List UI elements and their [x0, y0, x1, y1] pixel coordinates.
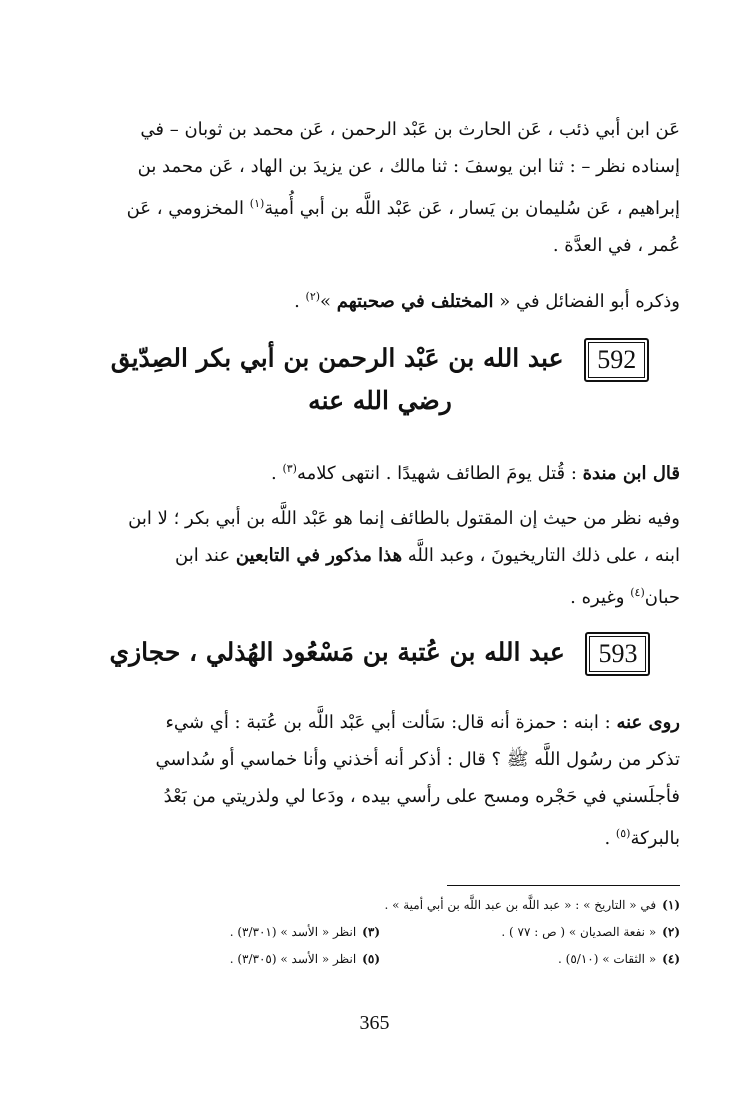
footnote-ref: (٣) — [282, 462, 297, 475]
footnote-row — [80, 946, 680, 973]
text-segment: . — [270, 463, 283, 484]
entry-subtitle: رضي الله عنه — [308, 386, 452, 415]
text-line — [80, 704, 680, 741]
text-line: تذكر من رسُول اللَّه ﷺ ؟ قال : أذكر أنه أخذني وأنا خماسي أو سُداسي — [155, 749, 680, 770]
footnote-text: « الثقات » (٥/١٠) . — [558, 952, 657, 966]
text-segment: : قُتل يومَ الطائف شهيدًا . انتهى كلامه — [296, 463, 583, 484]
page-number: 365 — [359, 1012, 390, 1034]
text-line: وفيه نظر من حيث إن المقتول بالطائف إنما هو عَبْد اللَّه بن أبي بكر ؛ لا ابن — [128, 508, 680, 529]
footnote-text: انظر « الأسد » (٣/٣٠٥) . — [229, 952, 357, 966]
text-segment: : ابنه : حمزة أنه قال: سَألت أبي عَبْد اللَّه بن عُتبة : أي شيء — [165, 712, 617, 733]
footnote-ref: (٢) — [305, 290, 321, 303]
entry-title-row — [80, 338, 680, 382]
footnote-text: « نفعة الصديان » ( ص : ٧٧ ) . — [501, 925, 657, 939]
text-line — [80, 815, 680, 857]
footnote-number: (٤) — [662, 952, 680, 966]
entry-number-box — [584, 338, 649, 382]
footnote-ref: (٤) — [630, 586, 645, 599]
paragraph-isnad — [80, 111, 680, 264]
book-title: المختلف في صحبتهم — [336, 291, 494, 312]
text-segment: المخزومي ، عَن — [126, 198, 250, 219]
text-segment: . — [604, 828, 616, 849]
footnote-separator — [447, 885, 680, 886]
text-segment: وذكره أبو الفضائل في « — [493, 291, 680, 312]
footnote — [380, 919, 680, 946]
footnote-number: (١) — [662, 898, 680, 912]
text-segment: ابنه ، على ذلك التاريخيونَ ، وعبد اللَّه — [402, 545, 680, 566]
text-segment: » — [320, 291, 337, 312]
footnotes — [80, 892, 680, 973]
speaker-name: قال ابن مندة — [582, 463, 680, 484]
entry-title-row — [80, 632, 680, 676]
entry-heading-592 — [80, 338, 680, 415]
footnote-number: (٣) — [362, 925, 380, 939]
text-segment: حبان — [644, 587, 680, 608]
paragraph-mention — [80, 278, 680, 320]
paragraph-critique — [80, 500, 680, 616]
text-segment: إبراهيم ، عَن سُليمان بن يَسار ، عَن عَبْد اللَّه بن أبي أُمية — [264, 198, 680, 219]
text-line: عُمر ، في العدَّة . — [552, 235, 680, 256]
bold-phrase: هذا مذكور في التابعين — [235, 545, 403, 566]
entry-number: 592 — [588, 342, 645, 378]
footnote — [80, 946, 380, 973]
paragraph-ibn-manda — [80, 450, 680, 492]
entry-heading-593 — [80, 632, 680, 676]
footnote — [80, 892, 680, 919]
footnote — [80, 919, 380, 946]
footnote-text: في « التاريخ » : « عبد اللَّه بن عبد اللَّه بن أبي أمية » . — [384, 898, 657, 912]
text-segment: وغيره . — [570, 587, 631, 608]
text-line — [80, 278, 680, 320]
footnote-ref: (٥) — [615, 827, 631, 840]
text-line: عَن ابن أبي ذئب ، عَن الحارث بن عَبْد الرحمن ، عَن محمد بن ثوبان – في — [140, 119, 680, 140]
entry-number: 593 — [589, 636, 646, 672]
footnote-row — [80, 892, 680, 919]
footnote-number: (٥) — [362, 952, 380, 966]
text-line: إسناده نظر – : ثنا ابن يوسفَ : ثنا مالك ، عن يزيدَ بن الهاد ، عَن محمد بن — [137, 156, 680, 177]
footnote — [380, 946, 680, 973]
text-line — [80, 537, 680, 574]
footnote-text: انظر « الأسد » (٣/٣٠١) . — [229, 925, 357, 939]
entry-title: عبد الله بن عَبْد الرحمن بن أبي بكر الصِدّيق — [110, 343, 564, 373]
entry-number-box — [585, 632, 650, 676]
text-line — [80, 450, 680, 492]
entry-title: عبد الله بن عُتبة بن مَسْعُود الهُذلي ، حجازي — [109, 637, 565, 667]
text-segment: بالبركة — [630, 828, 680, 849]
text-line — [80, 185, 680, 227]
label-rawa-anhu: روى عنه — [616, 712, 680, 733]
paragraph-narration — [80, 704, 680, 857]
footnote-number: (٢) — [662, 925, 680, 939]
footnote-row — [80, 919, 680, 946]
text-line — [80, 574, 680, 616]
text-segment: عند ابن — [175, 545, 236, 566]
text-segment: . — [294, 291, 306, 312]
text-line: فأجلَسني في حَجْره ومسح على رأسي بيده ، ودَعا لي ولذريتي من بَعْدُ — [163, 786, 680, 807]
footnote-ref: (١) — [249, 197, 265, 210]
